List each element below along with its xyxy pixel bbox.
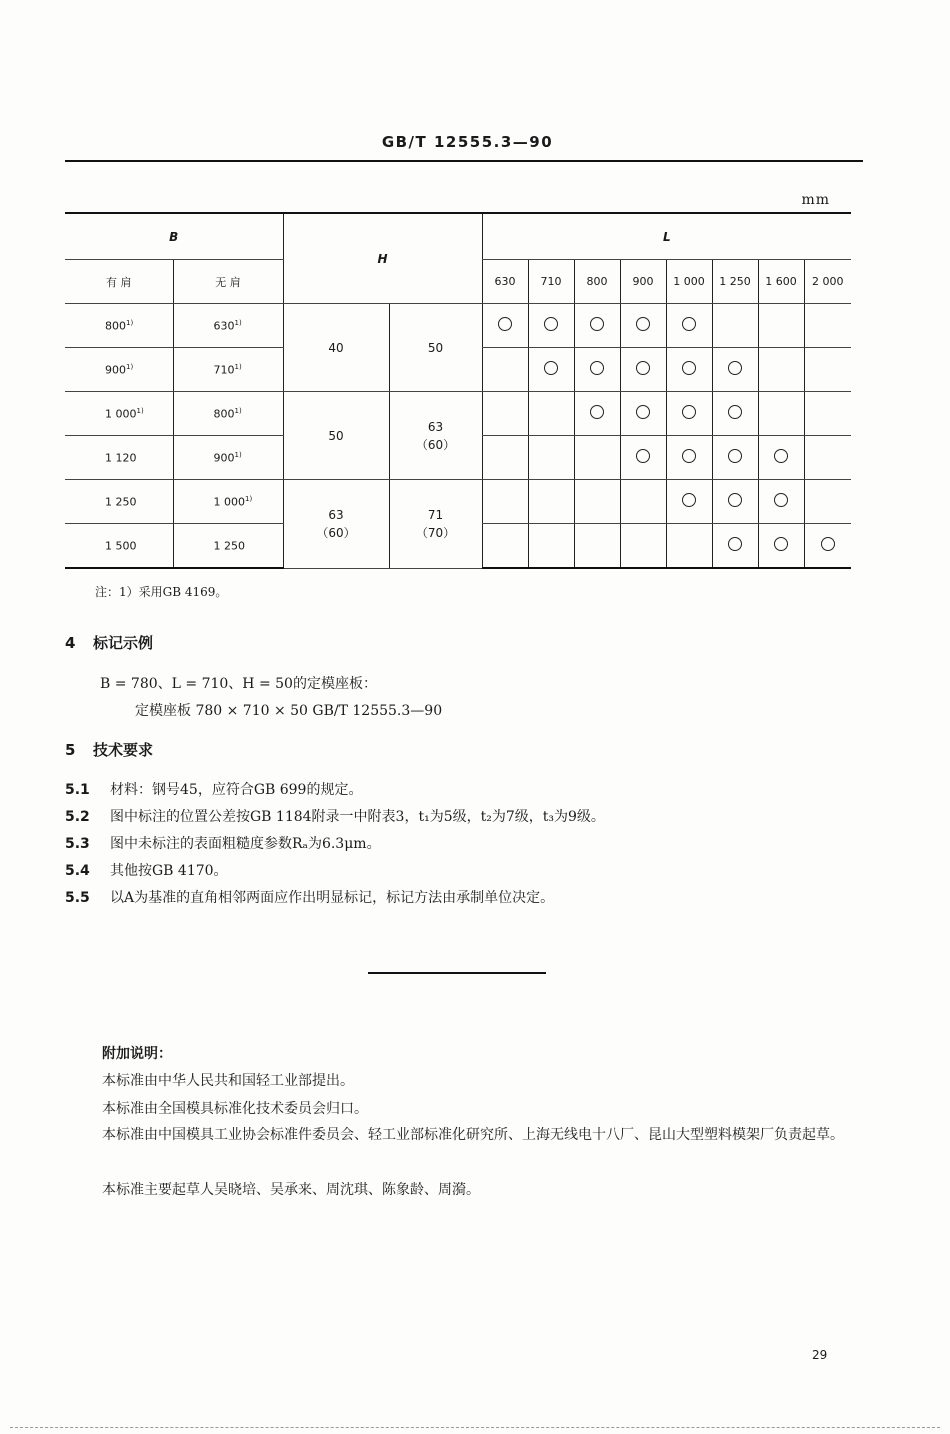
avail-cell: [528, 304, 574, 348]
avail-cell: [528, 348, 574, 392]
avail-cell: [712, 524, 758, 569]
avail-cell: [574, 480, 620, 524]
availability-circle-icon: [728, 493, 742, 507]
h1-cell: 50: [283, 392, 389, 480]
availability-circle-icon: [774, 449, 788, 463]
availability-circle-icon: [682, 493, 696, 507]
subheader-with-shoulder: 有 肩: [65, 260, 173, 304]
table-row: [65, 392, 851, 436]
b-without-shoulder-cell: 1 000$^{1)}$: [173, 480, 283, 524]
avail-cell: [712, 480, 758, 524]
avail-cell: [758, 524, 804, 569]
avail-cell: [758, 480, 804, 524]
availability-circle-icon: [544, 361, 558, 375]
table-row: [65, 304, 851, 348]
avail-cell: [666, 480, 712, 524]
availability-circle-icon: [682, 317, 696, 331]
h1-cell: 40: [283, 304, 389, 392]
avail-cell: [574, 436, 620, 480]
b-with-shoulder-cell: 900$^{1)}$: [65, 348, 173, 392]
h1-cell: 63 （60）: [283, 480, 389, 569]
b-with-shoulder-cell: 800$^{1)}$: [65, 304, 173, 348]
availability-circle-icon: [728, 449, 742, 463]
table-footnote: 注：1）采用GB 4169。: [95, 585, 228, 599]
avail-cell: [482, 304, 528, 348]
b-without-shoulder-cell: 630$^{1)}$: [173, 304, 283, 348]
avail-cell: [712, 392, 758, 436]
l-value-header: 800: [574, 260, 620, 304]
column-header-h: H: [283, 213, 482, 304]
avail-cell: [528, 524, 574, 569]
l-value-header: 900: [620, 260, 666, 304]
avail-cell: [620, 348, 666, 392]
header-rule: [65, 160, 863, 162]
avail-cell: [666, 348, 712, 392]
availability-circle-icon: [682, 449, 696, 463]
section-5-heading: 5 技术要求: [65, 741, 154, 759]
availability-circle-icon: [498, 317, 512, 331]
avail-cell: [574, 348, 620, 392]
additional-note-line: 本标准由中国模具工业协会标准件委员会、轻工业部标准化研究所、上海无线电十八厂、昆山大型塑料模架厂负责起草。: [102, 1127, 844, 1143]
availability-circle-icon: [590, 317, 604, 331]
clause-5-2: 5.2 图中标注的位置公差按GB 1184附录一中附表3，t₁为5级，t₂为7级，t₃为9级。: [65, 809, 605, 825]
avail-cell: [528, 436, 574, 480]
availability-circle-icon: [682, 361, 696, 375]
unit-label: mm: [801, 192, 830, 208]
avail-cell: [804, 480, 851, 524]
l-value-header: 2 000: [804, 260, 851, 304]
avail-cell: [482, 524, 528, 569]
page-number: 29: [812, 1348, 828, 1362]
b-with-shoulder-cell: 1 120: [65, 436, 173, 480]
avail-cell: [804, 348, 851, 392]
avail-cell: [758, 304, 804, 348]
b-with-shoulder-cell: 1 000$^{1)}$: [65, 392, 173, 436]
h2-cell: 63 （60）: [389, 392, 482, 480]
additional-notes-title: 附加说明：: [102, 1046, 172, 1062]
availability-circle-icon: [636, 361, 650, 375]
availability-circle-icon: [728, 405, 742, 419]
clause-5-1: 5.1 材料：钢号45，应符合GB 699的规定。: [65, 782, 363, 798]
availability-circle-icon: [636, 449, 650, 463]
avail-cell: [574, 524, 620, 569]
avail-cell: [528, 480, 574, 524]
section-divider: [368, 972, 546, 974]
page-bottom-edge: [10, 1427, 940, 1428]
clause-5-5: 5.5 以A为基准的直角相邻两面应作出明显标记，标记方法由承制单位决定。: [65, 890, 555, 906]
avail-cell: [804, 304, 851, 348]
additional-note-line: 本标准由全国模具标准化技术委员会归口。: [102, 1101, 368, 1117]
clause-5-3: 5.3 图中未标注的表面粗糙度参数Rₐ为6.3μm。: [65, 836, 381, 852]
availability-circle-icon: [728, 361, 742, 375]
b-without-shoulder-cell: 800$^{1)}$: [173, 392, 283, 436]
avail-cell: [804, 436, 851, 480]
section-4-heading: 4 标记示例: [65, 634, 154, 652]
availability-circle-icon: [590, 361, 604, 375]
availability-circle-icon: [682, 405, 696, 419]
availability-circle-icon: [821, 537, 835, 551]
avail-cell: [712, 304, 758, 348]
avail-cell: [712, 348, 758, 392]
l-value-header: 1 250: [712, 260, 758, 304]
avail-cell: [666, 524, 712, 569]
avail-cell: [758, 392, 804, 436]
b-without-shoulder-cell: 1 250: [173, 524, 283, 569]
l-value-header: 1 600: [758, 260, 804, 304]
avail-cell: [666, 436, 712, 480]
avail-cell: [758, 348, 804, 392]
l-value-header: 710: [528, 260, 574, 304]
availability-circle-icon: [590, 405, 604, 419]
avail-cell: [482, 436, 528, 480]
avail-cell: [620, 392, 666, 436]
h2-cell: 71 （70）: [389, 480, 482, 569]
l-value-header: 1 000: [666, 260, 712, 304]
avail-cell: [666, 392, 712, 436]
clause-5-4: 5.4 其他按GB 4170。: [65, 863, 228, 879]
availability-circle-icon: [774, 493, 788, 507]
marking-example-line-2: 定模座板 780 × 710 × 50 GB/T 12555.3—90: [135, 703, 443, 719]
marking-example-line-1: B = 780、L = 710、H = 50的定模座板：: [100, 676, 377, 692]
avail-cell: [620, 524, 666, 569]
avail-cell: [666, 304, 712, 348]
column-header-l: L: [482, 213, 851, 260]
avail-cell: [574, 304, 620, 348]
avail-cell: [574, 392, 620, 436]
avail-cell: [528, 392, 574, 436]
availability-circle-icon: [728, 537, 742, 551]
avail-cell: [712, 436, 758, 480]
table-row: [65, 480, 851, 524]
avail-cell: [620, 436, 666, 480]
avail-cell: [482, 348, 528, 392]
availability-circle-icon: [636, 317, 650, 331]
availability-circle-icon: [544, 317, 558, 331]
avail-cell: [620, 304, 666, 348]
b-without-shoulder-cell: 710$^{1)}$: [173, 348, 283, 392]
avail-cell: [620, 480, 666, 524]
avail-cell: [804, 524, 851, 569]
additional-note-line: 本标准由中华人民共和国轻工业部提出。: [102, 1073, 354, 1089]
subheader-without-shoulder: 无 肩: [173, 260, 283, 304]
availability-circle-icon: [774, 537, 788, 551]
avail-cell: [758, 436, 804, 480]
avail-cell: [804, 392, 851, 436]
l-value-header: 630: [482, 260, 528, 304]
b-without-shoulder-cell: 900$^{1)}$: [173, 436, 283, 480]
additional-note-line: 本标准主要起草人吴晓培、吴承来、周沈琪、陈象龄、周漪。: [102, 1182, 480, 1198]
avail-cell: [482, 392, 528, 436]
dimension-table: [65, 212, 851, 569]
availability-circle-icon: [636, 405, 650, 419]
b-with-shoulder-cell: 1 250: [65, 480, 173, 524]
b-with-shoulder-cell: 1 500: [65, 524, 173, 569]
h2-cell: 50: [389, 304, 482, 392]
standard-code-header: GB/T 12555.3—90: [381, 133, 554, 151]
avail-cell: [482, 480, 528, 524]
column-header-b: B: [65, 213, 283, 260]
